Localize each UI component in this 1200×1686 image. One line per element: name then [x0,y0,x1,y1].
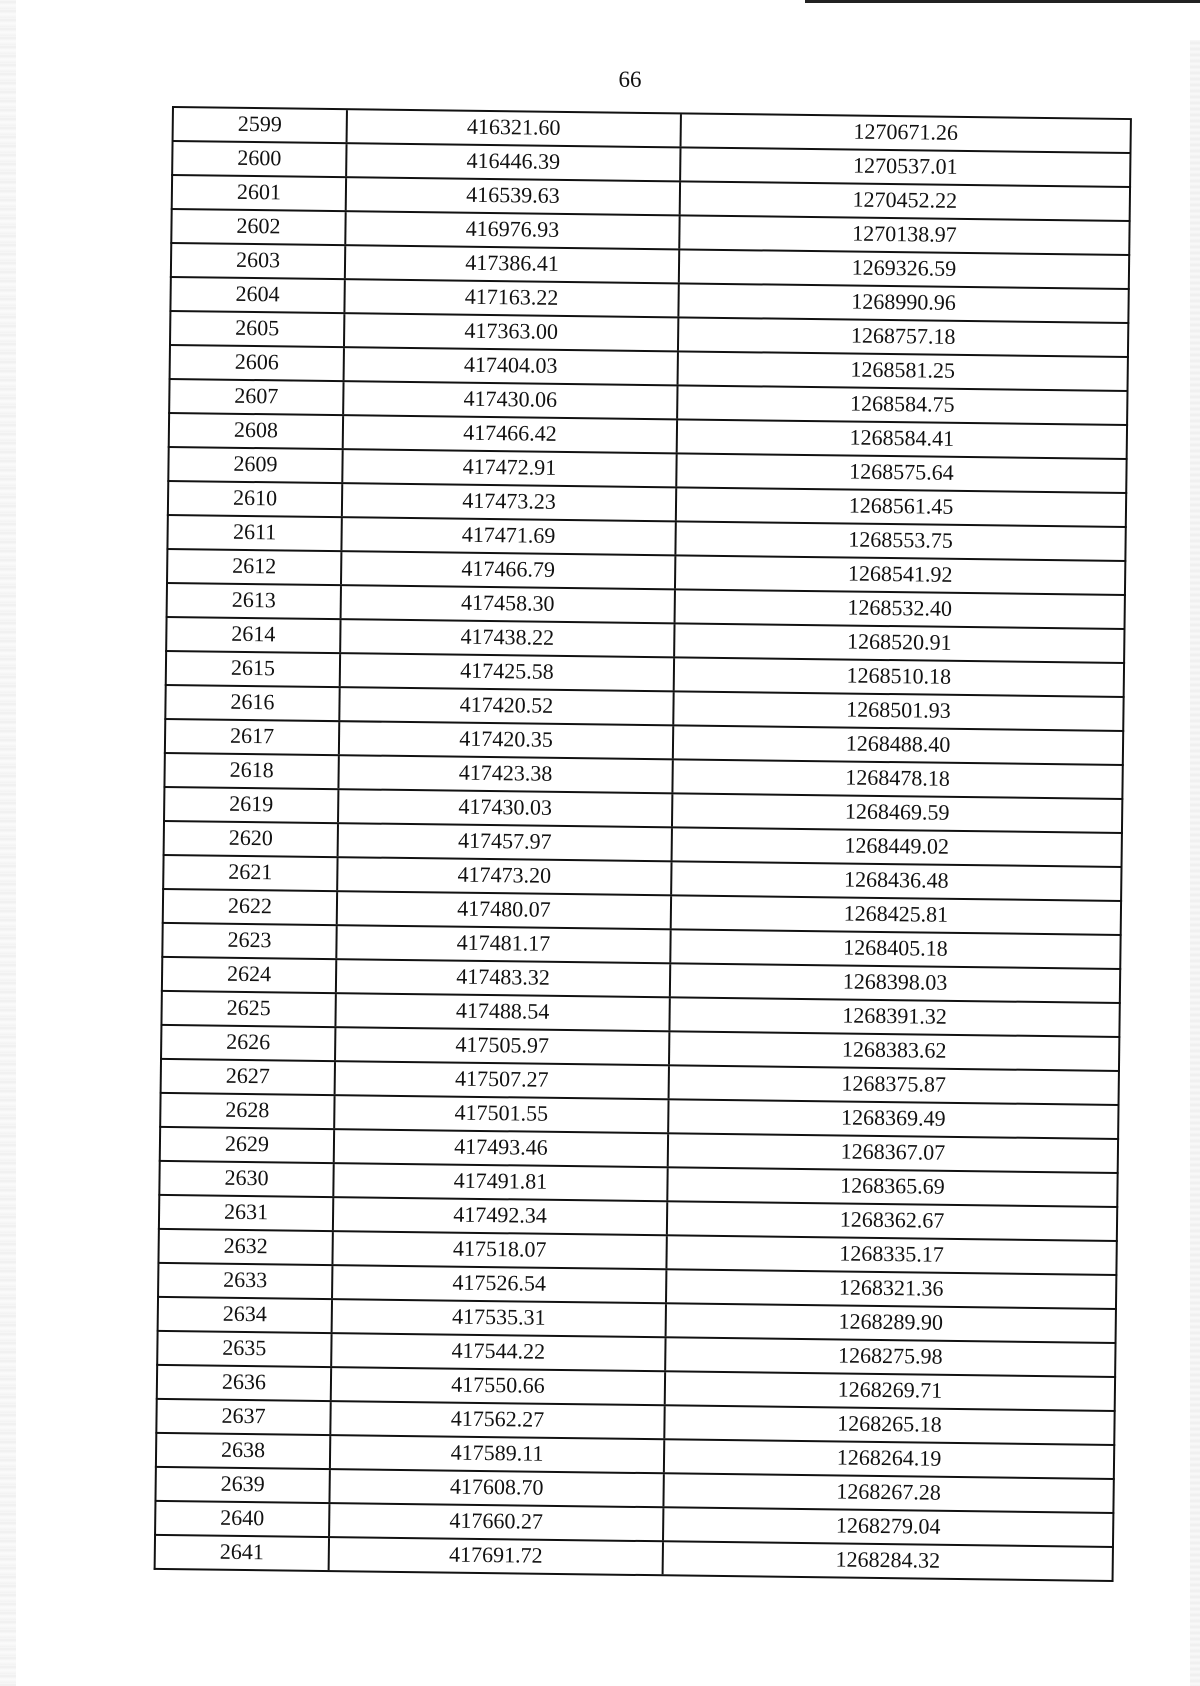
point-number-cell: 2627 [162,1060,336,1094]
y-coordinate-cell: 1268398.03 [842,968,948,995]
y-coordinate-cell: 1268284.32 [835,1546,941,1573]
x-coordinate-cell: 417550.66 [332,1368,666,1404]
point-number-cell: 2601 [173,176,347,210]
x-coordinate-cell: 417526.54 [333,1266,667,1302]
point-number-cell: 2622 [164,890,338,924]
point-number-cell: 2618 [165,754,339,788]
x-coordinate-cell: 417473.23 [343,484,677,520]
x-coordinate-cell: 417430.06 [344,382,678,418]
scan-edge-left [0,0,16,1686]
y-coordinate-cell: 1269326.59 [851,254,957,281]
x-coordinate-cell: 417535.31 [333,1300,667,1336]
y-coordinate-cell: 1268365.69 [840,1172,945,1199]
y-coordinate-cell: 1268575.64 [849,458,954,485]
point-number-cell: 2605 [171,312,345,346]
scan-edge-right [1190,40,1200,1686]
point-number-cell: 2640 [156,1502,330,1536]
y-coordinate-cell: 1268757.18 [850,322,956,349]
page-number: 66 [618,67,642,92]
y-coordinate-cell: 1268264.19 [836,1444,942,1471]
point-number-cell: 2620 [165,822,339,856]
x-coordinate-cell: 417423.38 [339,756,673,792]
x-coordinate-cell: 417481.17 [337,926,671,962]
x-coordinate-cell: 417544.22 [332,1334,666,1370]
y-coordinate-cell: 1268532.40 [847,594,953,621]
point-number-cell: 2609 [169,448,343,482]
y-coordinate-cell: 1268553.75 [848,526,954,553]
y-coordinate-cell: 1268488.40 [845,730,951,757]
point-number-cell: 2608 [170,414,344,448]
x-coordinate-cell: 417483.32 [337,960,671,996]
y-coordinate-cell: 1268478.18 [845,764,951,791]
point-number-cell: 2630 [160,1162,334,1196]
y-coordinate-cell: 1268469.59 [844,798,950,825]
y-coordinate-cell: 1268405.18 [843,934,948,961]
point-number-cell: 2633 [159,1264,333,1298]
x-coordinate-cell: 416446.39 [347,144,681,180]
x-coordinate-cell: 417491.81 [334,1164,668,1200]
x-coordinate-cell: 417420.52 [340,688,674,724]
x-coordinate-cell: 417363.00 [345,314,679,350]
x-coordinate-cell: 416321.60 [348,110,682,146]
point-number-cell: 2603 [172,244,346,278]
x-coordinate-cell: 417493.46 [335,1130,669,1166]
x-coordinate-cell: 417420.35 [340,722,674,758]
y-coordinate-cell: 1268275.98 [837,1342,943,1369]
y-coordinate-cell: 1268321.36 [838,1274,944,1301]
x-coordinate-cell: 417480.07 [338,892,672,928]
coordinate-table [154,106,1132,1582]
point-number-cell: 2638 [157,1434,331,1468]
x-coordinate-cell: 417458.30 [342,586,676,622]
point-number-cell: 2613 [168,584,342,618]
point-number-cell: 2639 [156,1468,330,1502]
x-coordinate-cell: 417507.27 [336,1062,670,1098]
point-number-cell: 2631 [160,1196,334,1230]
y-coordinate-cell: 1268449.02 [844,832,950,859]
x-coordinate-cell: 417501.55 [335,1096,669,1132]
y-coordinate-cell: 1268990.96 [851,288,957,315]
x-coordinate-cell: 417471.69 [342,518,676,554]
x-coordinate-cell: 417473.20 [338,858,672,894]
y-coordinate-cell: 1268391.32 [842,1002,948,1029]
y-coordinate-cell: 1268279.04 [835,1512,941,1539]
y-coordinate-cell: 1270537.01 [852,152,958,179]
y-coordinate-cell: 1268581.25 [850,356,956,383]
x-coordinate-cell: 417492.34 [334,1198,668,1234]
point-number-cell: 2617 [166,720,340,754]
x-coordinate-cell: 416539.63 [347,178,681,214]
point-number-cell: 2624 [163,958,337,992]
y-coordinate-cell: 1268335.17 [839,1240,945,1267]
y-coordinate-cell: 1268425.81 [843,900,949,927]
y-coordinate-cell: 1270138.97 [852,220,957,247]
y-coordinate-cell: 1268367.07 [840,1138,946,1165]
y-coordinate-cell: 1268265.18 [837,1410,942,1437]
x-coordinate-cell: 417518.07 [333,1232,667,1268]
y-coordinate-cell: 1268362.67 [839,1206,945,1233]
x-coordinate-cell: 417425.58 [341,654,675,690]
y-coordinate-cell: 1268520.91 [846,628,952,655]
x-coordinate-cell: 417472.91 [343,450,677,486]
x-coordinate-cell: 417466.79 [342,552,676,588]
point-number-cell: 2628 [161,1094,335,1128]
y-coordinate-cell: 1268584.75 [849,390,955,417]
y-coordinate-cell: 1268436.48 [843,866,949,893]
point-number-cell: 2623 [163,924,337,958]
point-number-cell: 2614 [167,618,341,652]
point-number-cell: 2625 [162,992,336,1026]
x-coordinate-cell: 417430.03 [339,790,673,826]
y-coordinate-cell: 1268541.92 [847,560,953,587]
point-number-cell: 2632 [159,1230,333,1264]
y-coordinate-cell: 1268510.18 [846,662,952,689]
point-number-cell: 2612 [168,550,342,584]
point-number-cell: 2629 [161,1128,335,1162]
x-coordinate-cell: 417488.54 [336,994,670,1030]
x-coordinate-cell: 417466.42 [344,416,678,452]
x-coordinate-cell: 417163.22 [345,280,679,316]
x-coordinate-cell: 417438.22 [341,620,675,656]
x-coordinate-cell: 416976.93 [346,212,680,248]
y-coordinate-cell: 1268267.28 [836,1478,942,1505]
x-coordinate-cell: 417386.41 [346,246,680,282]
x-coordinate-cell: 417562.27 [331,1402,665,1438]
y-coordinate-cell: 1268561.45 [848,492,954,519]
point-number-cell: 2599 [174,108,348,142]
y-coordinate-cell: 1268269.71 [837,1376,943,1403]
y-coordinate-cell: 1268375.87 [841,1070,947,1097]
x-coordinate-cell: 417457.97 [339,824,673,860]
point-number-cell: 2621 [164,856,338,890]
point-number-cell: 2611 [168,516,342,550]
point-number-cell: 2616 [166,686,340,720]
x-coordinate-cell: 417691.72 [330,1538,664,1574]
y-coordinate-cell: 1270671.26 [853,118,959,145]
point-number-cell: 2636 [158,1366,332,1400]
point-number-cell: 2634 [159,1298,333,1332]
point-number-cell: 2637 [157,1400,331,1434]
top-rule [805,0,1200,3]
y-coordinate-cell: 1268369.49 [840,1104,946,1131]
x-coordinate-cell: 417589.11 [331,1436,665,1472]
point-number-cell: 2602 [172,210,346,244]
x-coordinate-cell: 417404.03 [345,348,679,384]
point-number-cell: 2641 [156,1536,330,1570]
x-coordinate-cell: 417505.97 [336,1028,670,1064]
point-number-cell: 2615 [167,652,341,686]
point-number-cell: 2610 [169,482,343,516]
point-number-cell: 2604 [171,278,345,312]
point-number-cell: 2635 [158,1332,332,1366]
y-coordinate-cell: 1268584.41 [849,424,955,451]
x-coordinate-cell: 417660.27 [330,1504,664,1540]
point-number-cell: 2600 [173,142,347,176]
x-coordinate-cell: 417608.70 [330,1470,664,1506]
point-number-cell: 2626 [162,1026,336,1060]
y-coordinate-cell: 1268501.93 [846,696,951,723]
y-coordinate-cell: 1268383.62 [841,1036,947,1063]
point-number-cell: 2619 [165,788,339,822]
point-number-cell: 2607 [170,380,344,414]
point-number-cell: 2606 [171,346,345,380]
y-coordinate-cell: 1270452.22 [852,186,958,213]
y-coordinate-cell: 1268289.90 [838,1308,944,1335]
